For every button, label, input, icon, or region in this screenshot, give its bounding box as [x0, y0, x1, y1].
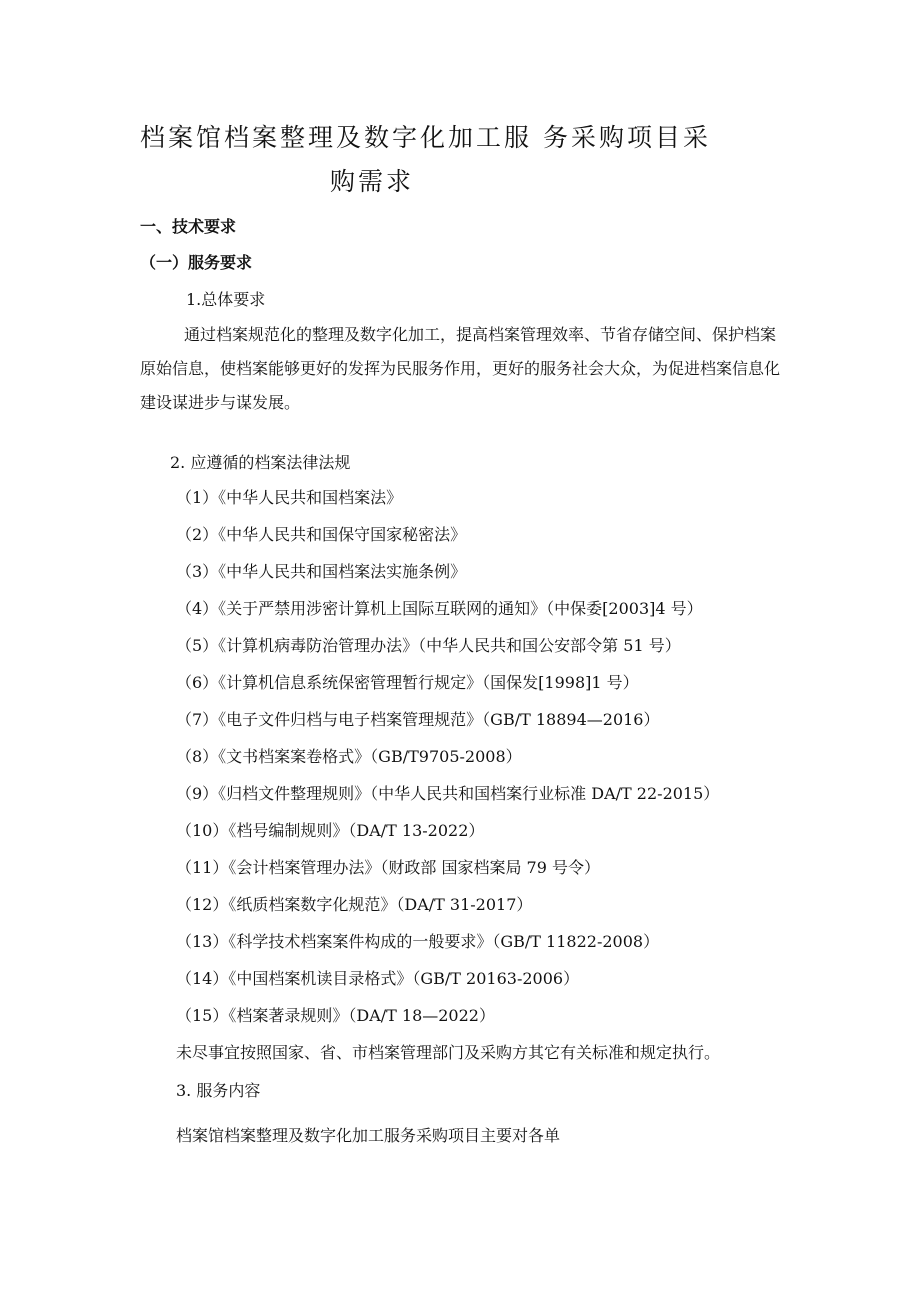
- law-list-item: （3）《中华人民共和国档案法实施条例》: [176, 562, 467, 581]
- law-list-item: （10）《档号编制规则》（DA/T 13-2022）: [176, 821, 485, 840]
- law-list-item: （2）《中华人民共和国保守国家秘密法》: [176, 525, 467, 544]
- section-heading-general: 1.总体要求: [186, 290, 266, 309]
- law-list-item: （12）《纸质档案数字化规范》（DA/T 31-2017）: [176, 895, 533, 914]
- law-list-item: （5）《计算机病毒防治管理办法》（中华人民共和国公安部令第 51 号）: [176, 636, 681, 655]
- law-list-item: （8）《文书档案案卷格式》（GB/T9705-2008）: [176, 747, 522, 766]
- laws-footnote: 未尽事宜按照国家、省、市档案管理部门及采购方其它有关标准和规定执行。: [176, 1043, 721, 1062]
- section-heading-service-content: 3. 服务内容: [176, 1081, 261, 1100]
- service-content-paragraph: 档案馆档案整理及数字化加工服务采购项目主要对各单: [176, 1126, 561, 1145]
- law-list-item: （7）《电子文件归档与电子档案管理规范》（GB/T 18894—2016）: [176, 710, 660, 729]
- document-title-line2: 购需求: [330, 167, 415, 196]
- heading-technical-requirements: 一、技术要求: [140, 217, 237, 236]
- law-list-item: （13）《科学技术档案案件构成的一般要求》（GB/T 11822-2008）: [176, 932, 660, 951]
- heading-service-requirements: （一）服务要求: [140, 253, 253, 272]
- law-list-item: （9）《归档文件整理规则》（中华人民共和国档案行业标准 DA/T 22-2015）: [176, 784, 720, 803]
- law-list-item: （11）《会计档案管理办法》（财政部 国家档案局 79 号令）: [176, 858, 600, 877]
- law-list-item: （14）《中国档案机读目录格式》（GB/T 20163-2006）: [176, 969, 580, 988]
- law-list-item: （6）《计算机信息系统保密管理暂行规定》（国保发[1998]1 号）: [176, 673, 639, 692]
- general-requirements-paragraph: 通过档案规范化的整理及数字化加工，提高档案管理效率、节省存储空间、保护档案原始信息，使档案能够更好的发挥为民服务作用，更好的服务社会大众，为促进档案信息化建设谋进步与谋发展。: [140, 325, 781, 412]
- law-list-item: （4）《关于严禁用涉密计算机上国际互联网的通知》（中保委[2003]4 号）: [176, 599, 703, 618]
- law-list-item: （15）《档案著录规则》（DA/T 18—2022）: [176, 1006, 495, 1025]
- section-heading-laws: 2. 应遵循的档案法律法规: [170, 453, 351, 472]
- document-title-line1: 档案馆档案整理及数字化加工服 务采购项目采: [140, 123, 711, 152]
- law-list-item: （1）《中华人民共和国档案法》: [176, 488, 403, 507]
